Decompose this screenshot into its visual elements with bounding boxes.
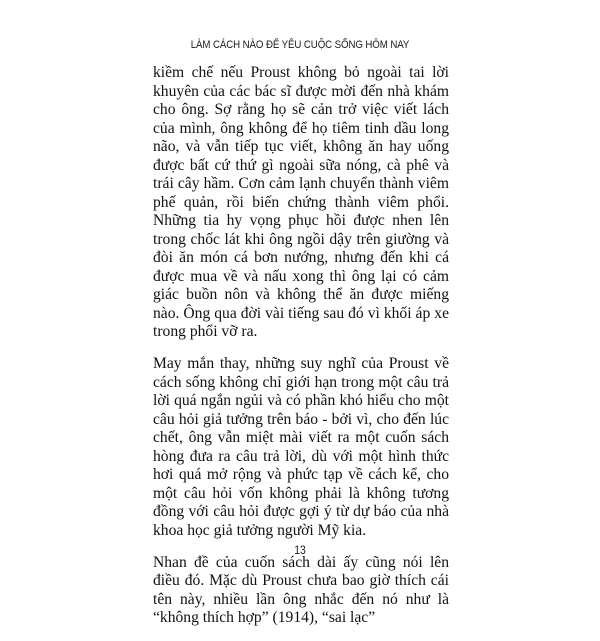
page-number: 13 — [294, 545, 306, 557]
running-header: LÀM CÁCH NÀO ĐỂ YÊU CUỘC SỐNG HÔM NAY — [190, 39, 410, 51]
paragraph-2: May mắn thay, những suy nghĩ của Proust về cách sống không chỉ giới hạn trong một câu trả lời quá ngắn ngủi và có phần khó hiểu cho một câu hỏi giả tưởng trên báo - bởi vì, cho đến lúc chết, ông vẫn miệt mài viết ra một cuốn sách hòng đưa ra câu trả lời, dù với một hình thức hơi quá mở rộng và phức tạp về cách kể, cho một câu hỏi vốn không phải là không tương đồng với câu hỏi được gợi ý từ dự báo của nhà khoa học giả tưởng người Mỹ kia. — [153, 355, 449, 539]
paragraph-3: Nhan đề của cuốn sách dài ấy cũng nói lên điều đó. Mặc dù Proust chưa bao giờ thích cái tên này, nhiều lần ông nhắc đến nó như là “không thích hợp” (1914), “sai lạc” — [153, 553, 449, 626]
paragraph-1: kiềm chế nếu Proust không bỏ ngoài tai lời khuyên của các bác sĩ được mời đến nhà khám cho ông. Sợ rằng họ sẽ cản trở việc viết lách của mình, ông không để họ tiêm tinh dầu long não, và vẫn tiếp tục viết, không ăn hay uống được bất cứ thứ gì ngoài sữa nóng, cà phê và trái cây hầm. Cơn cảm lạnh chuyển thành viêm phế quản, rồi biến chứng thành viêm phổi. Những tia hy vọng phục hồi được nhen lên trong chốc lát khi ông ngồi dậy trên giường và đòi ăn món cá bơn nướng, nhưng đến khi cá được mua về và nấu xong thì ông lại có cảm giác buồn nôn và không thể ăn được miếng nào. Ông qua đời vài tiếng sau đó vì khối áp xe trong phổi vỡ ra. — [153, 64, 449, 340]
